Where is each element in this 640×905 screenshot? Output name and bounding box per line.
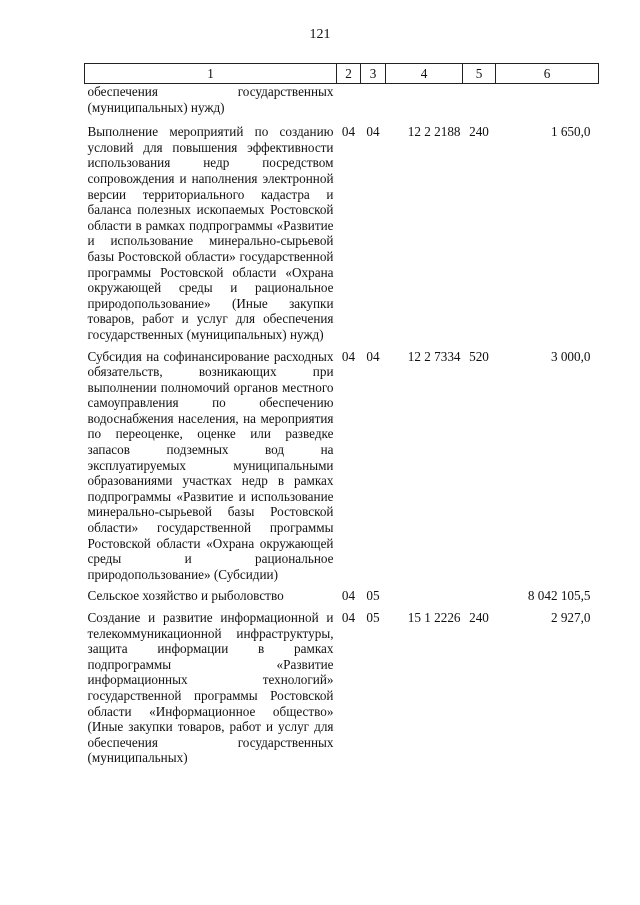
row-name: Субсидия на софинансирование расходных обязательств, возникающих при выполнении полномочий органов местного самоуправления по обеспечению водоснабжения населения, на мероприятия по переоценке, оценке или разведке запасов подземных вод на эксплуатируемых муниципальными образованиями участках недр в рамках подпрограммы «Развитие и использование минерально-сырьевой базы Ростовской области» государственной программы Ростовской области «Охрана окружающей среды и рациональное природопользование» (Субсидии) bbox=[87, 348, 334, 582]
row-vr: 520 bbox=[469, 348, 489, 364]
row-name: обеспечения государственных (муниципальных) нужд) bbox=[87, 84, 334, 115]
row-sum: 1 650,0 bbox=[550, 124, 591, 140]
row-vr: 240 bbox=[469, 610, 489, 625]
row-pr: 04 bbox=[366, 124, 380, 140]
row-rz: 04 bbox=[341, 124, 356, 140]
row-rz: 04 bbox=[341, 588, 356, 604]
table-row bbox=[85, 84, 599, 125]
row-pr bbox=[361, 84, 386, 125]
row-sum: 3 000,0 bbox=[550, 348, 591, 364]
table-row bbox=[85, 610, 599, 772]
column-header-rz: 2 bbox=[337, 64, 361, 84]
row-vr bbox=[463, 588, 496, 610]
row-sum: 8 042 105,5 bbox=[527, 588, 591, 604]
column-header-name: 1 bbox=[85, 64, 337, 84]
row-sum bbox=[496, 84, 599, 125]
row-rz bbox=[337, 84, 361, 125]
column-header-csr: 4 bbox=[386, 64, 463, 84]
table-row bbox=[85, 588, 599, 610]
page-number: 121 bbox=[309, 27, 331, 42]
row-csr bbox=[386, 84, 463, 125]
row-csr: 12 2 7334 bbox=[407, 348, 461, 364]
row-csr: 12 2 2188 bbox=[407, 124, 461, 140]
row-rz: 04 bbox=[341, 610, 356, 625]
row-rz: 04 bbox=[341, 348, 356, 364]
row-name: Создание и развитие информационной и телекоммуникационной инфраструктуры, защита информации в рамках подпрограммы «Развитие информационных технологий» государственной программы Ростовской области «Информационное общество» (Иные закупки товаров, работ и услуг для обеспечения государственных (муниципальных) bbox=[87, 610, 334, 766]
row-name: Выполнение мероприятий по созданию условий для повышения эффективности использования недр посредством сопровождения и наполнения электронной версии территориального кадастра и баланса полезных ископаемых Ростовской области в рамках подпрограммы «Развитие и использование минерально-сырьевой базы Ростовской области» государственной программы Ростовской области «Охрана окружающей среды и рациональное природопользование» (Иные закупки товаров, работ и услуг для обеспечения государственных (муниципальных) нужд) bbox=[87, 124, 334, 342]
table-row bbox=[85, 349, 599, 589]
row-pr: 05 bbox=[366, 588, 380, 604]
row-vr: 240 bbox=[469, 124, 489, 140]
column-header-pr: 3 bbox=[361, 64, 386, 84]
budget-table bbox=[84, 63, 599, 772]
row-pr: 05 bbox=[366, 610, 380, 625]
column-header-sum: 6 bbox=[496, 64, 599, 84]
row-csr bbox=[386, 588, 463, 610]
row-name: Сельское хозяйство и рыболовство bbox=[87, 588, 284, 604]
row-sum: 2 927,0 bbox=[550, 610, 591, 625]
table-row bbox=[85, 124, 599, 348]
row-pr: 04 bbox=[366, 348, 380, 364]
table-header-row bbox=[85, 64, 599, 84]
column-header-vr: 5 bbox=[463, 64, 496, 84]
row-csr: 15 1 2226 bbox=[407, 610, 461, 625]
row-vr bbox=[463, 84, 496, 125]
